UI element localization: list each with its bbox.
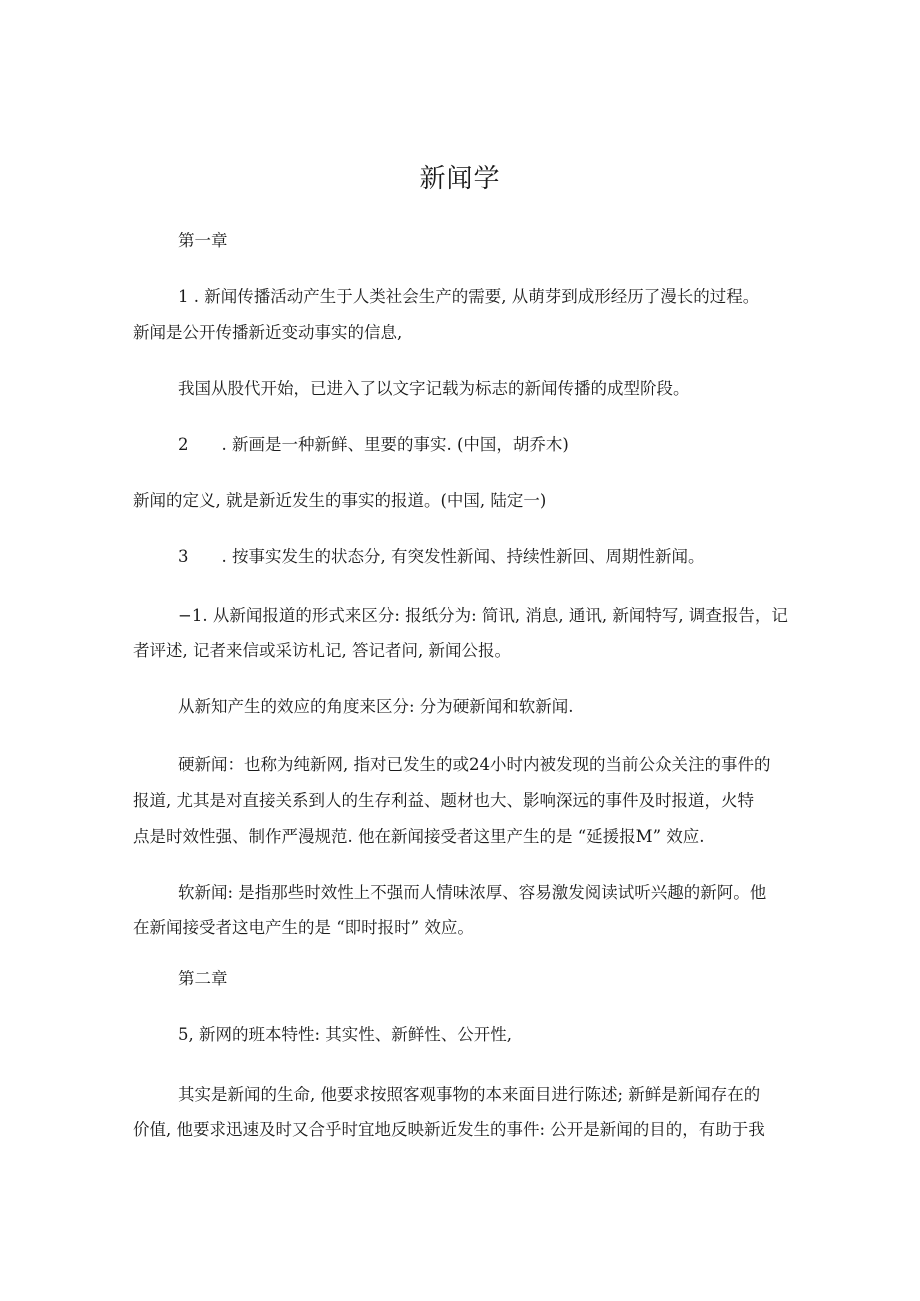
paragraph-line: 价值, 他要求迅速及时又合乎时宜地反映新近发生的事件: 公开是新闻的目的，有助于我 [133,1120,765,1139]
paragraph-line: 1 . 新闻传播活动产生于人类社会生产的需要, 从萌芽到成形经历了漫长的过程。 [178,287,760,306]
paragraph-line: 我国从股代开始，已进入了以文字记载为标志的新闻传播的成型阶段。 [178,379,690,398]
paragraph-line: 报道, 尤其是对直接关系到人的生存利益、题材也大、影响深远的事件及时报道，火特 [133,791,754,810]
paragraph-line: −1. 从新闻报道的形式来区分: 报纸分为: 简讯, 消息, 通讯, 新闻特写, 调查报告，记 [178,606,788,625]
paragraph-line: 从新知产生的效应的角度来区分: 分为硬新闻和软新闻. [178,697,574,716]
paragraph-line: 点是时效性强、制作严漫规范. 他在新闻接受者这里产生的是 “延援报M” 效应. [133,827,705,846]
paragraph-line: 3 . 按事实发生的状态分, 有突发性新闻、持续性新回、周期性新闻。 [178,547,705,566]
document-title: 新闻学 [419,164,501,194]
paragraph-line: 在新闻接受者这电产生的是 “即时报时” 效应。 [133,918,474,937]
chapter-heading-2: 第二章 [178,969,228,988]
paragraph-line: 软新闻: 是指那些时效性上不强而人情味浓厚、容易激发阅读试听兴趣的新阿。他 [178,883,767,902]
paragraph-line: 2 . 新画是一种新鲜、里要的事实. (中国，胡乔木) [178,435,569,454]
paragraph-line: 5, 新网的班本特性: 其实性、新鲜性、公开性, [178,1025,513,1044]
paragraph-line: 者评述, 记者来信或采访札记, 答记者问, 新闻公报。 [133,641,511,660]
paragraph-line: 新闻是公开传播新近变动事实的信息, [133,323,403,342]
paragraph-line: 新闻的定义, 就是新近发生的事实的报道。(中国, 陆定一) [133,491,547,510]
paragraph-line: 硬新闻：也称为纯新网, 指对已发生的或24小时内被发现的当前公众关注的事件的 [178,755,771,774]
chapter-heading-1: 第一章 [178,231,228,250]
paragraph-line: 其实是新闻的生命, 他要求按照客观事物的本来面目进行陈述; 新鲜是新闻存在的 [178,1085,761,1104]
